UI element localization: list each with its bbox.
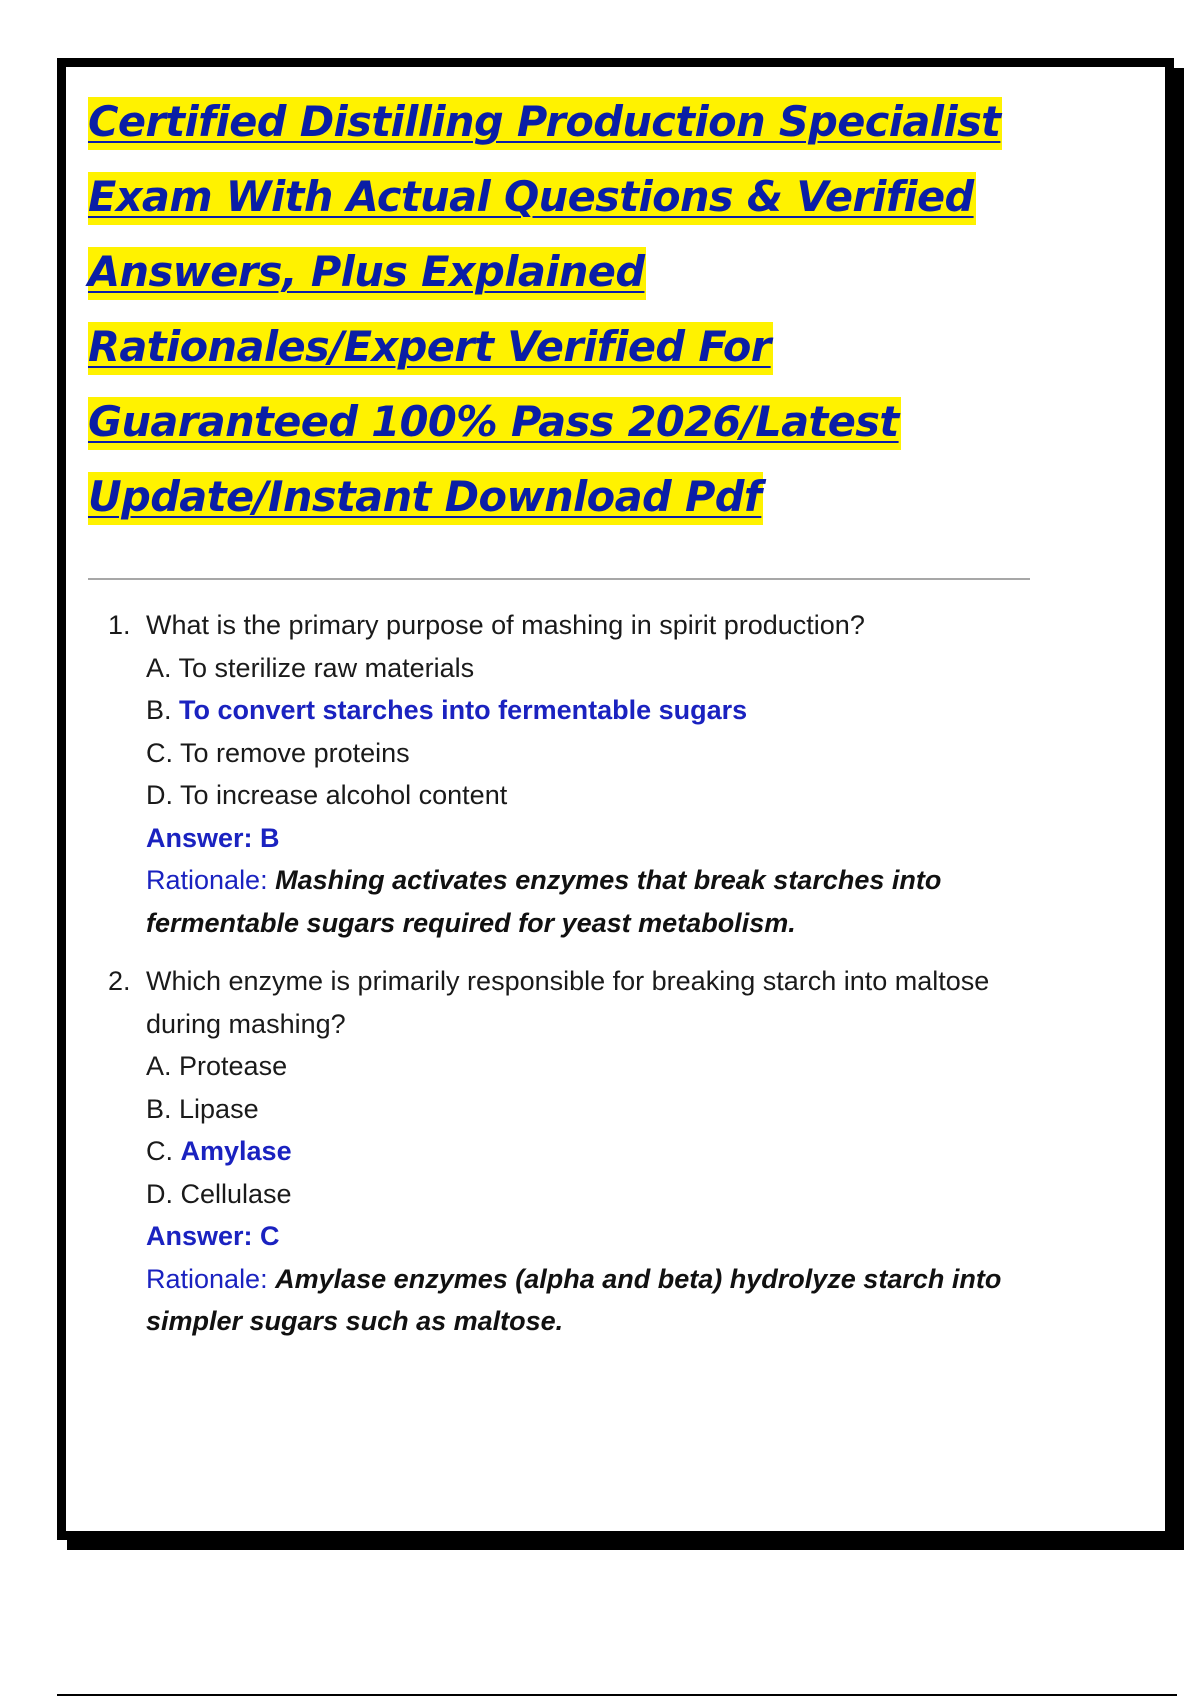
rationale-label: Rationale: bbox=[146, 865, 268, 895]
question-number: 2. bbox=[108, 966, 131, 996]
title-line: Guaranteed 100% Pass 2026/Latest bbox=[88, 384, 1088, 459]
correct-option-text: Amylase bbox=[180, 1136, 292, 1166]
title-line: Rationales/Expert Verified For bbox=[88, 309, 1088, 384]
document-title bbox=[88, 84, 1088, 534]
option-d: D. To increase alcohol content bbox=[146, 780, 508, 810]
option-a: A. Protease bbox=[146, 1051, 288, 1081]
rationale-label: Rationale: bbox=[146, 1263, 268, 1294]
question-text: Which enzyme is primarily responsible for breaking starch into maltose during mashing? bbox=[146, 966, 990, 1039]
rationale bbox=[146, 1258, 1038, 1343]
rationale bbox=[146, 859, 1038, 944]
bottom-divider bbox=[57, 1694, 1177, 1696]
answer-key: Answer: B bbox=[146, 822, 280, 853]
option-d: D. Cellulase bbox=[146, 1178, 292, 1209]
rationale-text: Amylase enzymes (alpha and beta) hydrolyze starch into simpler sugars such as maltose. bbox=[146, 1263, 1002, 1336]
correct-option-text: To convert starches into fermentable sugars bbox=[179, 695, 748, 725]
rationale-text: Mashing activates enzymes that break starches into fermentable sugars required for yeast metabolism. bbox=[146, 865, 942, 938]
question-item bbox=[108, 604, 1038, 944]
option-c: C. Amylase bbox=[146, 1136, 292, 1166]
horizontal-divider bbox=[88, 578, 1030, 580]
option-b: B. Lipase bbox=[146, 1093, 259, 1124]
question-number: 1. bbox=[108, 610, 131, 640]
answer-key: Answer: C bbox=[146, 1221, 280, 1251]
title-line: Certified Distilling Production Specialist bbox=[88, 84, 1088, 159]
title-line: Answers, Plus Explained bbox=[88, 234, 1088, 309]
option-a: A. To sterilize raw materials bbox=[146, 652, 475, 683]
question-item bbox=[108, 960, 1038, 1343]
option-b: B. To convert starches into fermentable sugars bbox=[146, 695, 748, 725]
question-list bbox=[108, 604, 1038, 1359]
question-text: What is the primary purpose of mashing in spirit production? bbox=[146, 610, 865, 640]
option-c: C. To remove proteins bbox=[146, 737, 410, 768]
title-line: Update/Instant Download Pdf bbox=[88, 459, 1088, 534]
title-line: Exam With Actual Questions & Verified bbox=[88, 159, 1088, 234]
